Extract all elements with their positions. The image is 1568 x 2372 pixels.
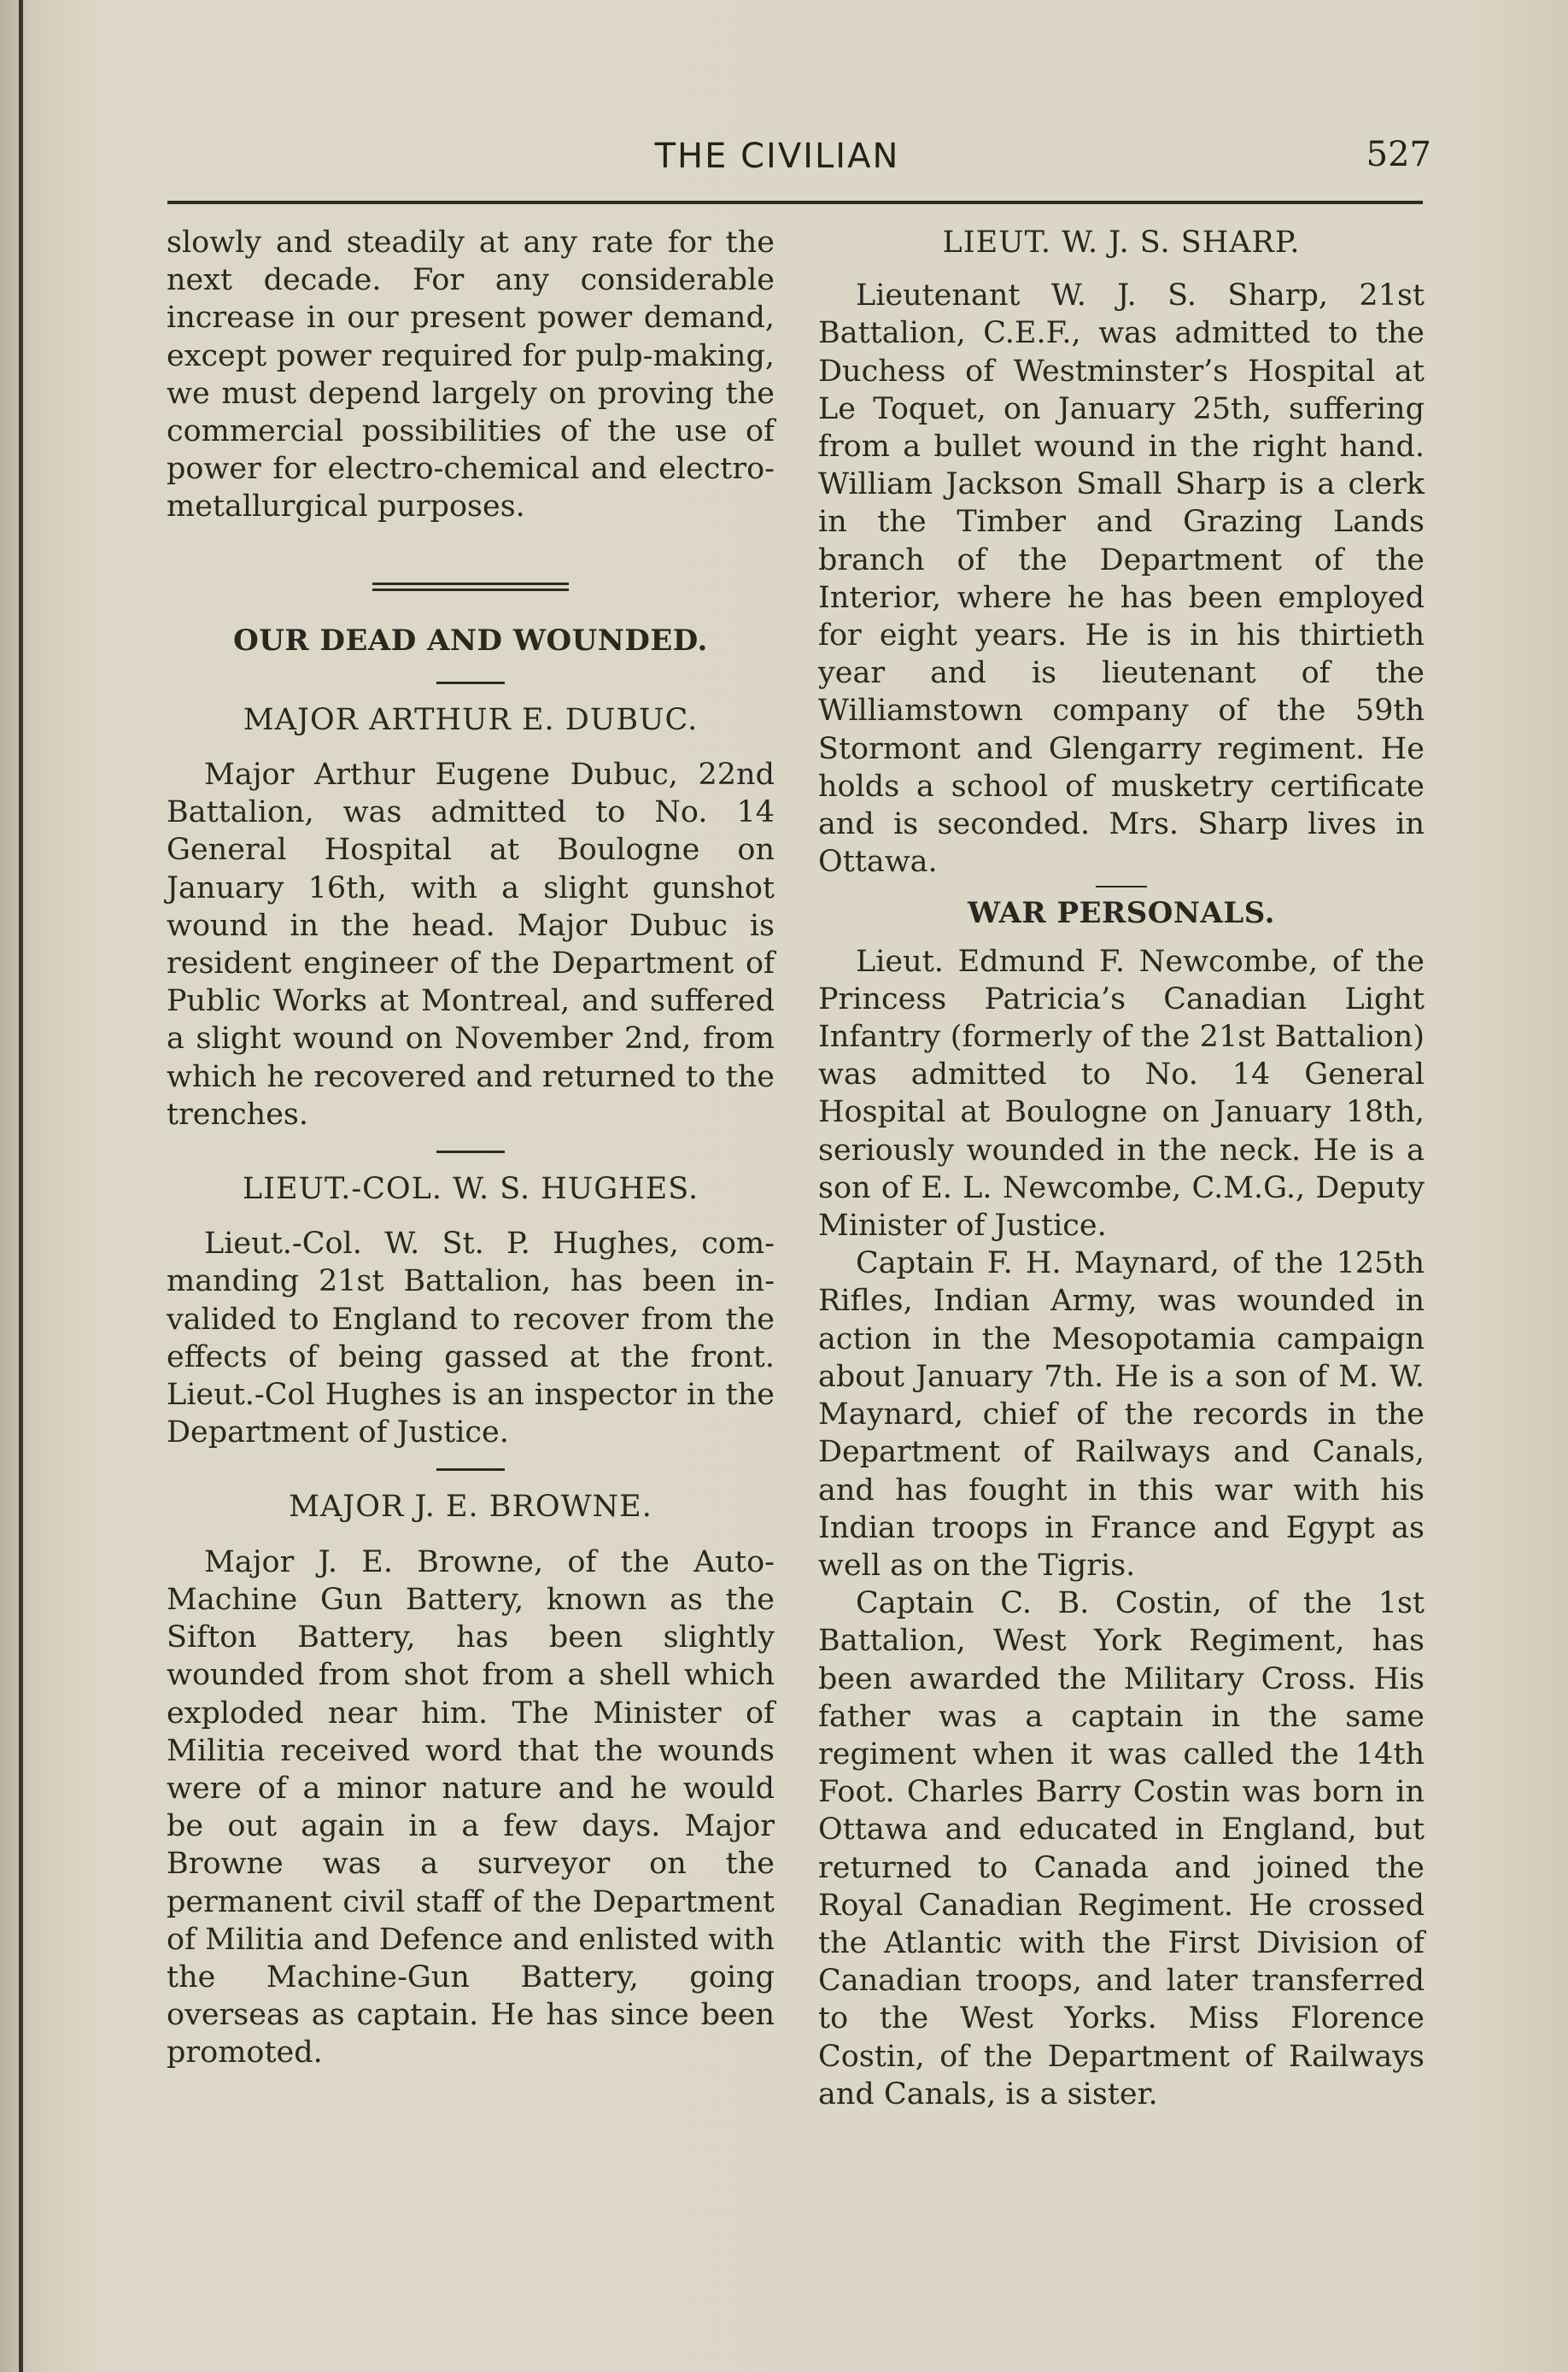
heading-browne: MAJOR J. E. BROWNE.: [289, 1490, 652, 1525]
right-column: [818, 224, 1425, 2113]
left-column: [167, 224, 775, 2072]
paragraph-maynard: Captain F. H. Maynard, of the 125th Rifles, Indian Army, was wounded in action in the Mesopotamia campaign about January 7th. He is a son of M. W. Maynard, chief of the records in the Department of Railways and Canals, and has fought in this war with his Indian troops in France and Egypt as well as on the Tigris.: [818, 1246, 1425, 1583]
heading-hughes: LIEUT.-COL. W. S. HUGHES.: [242, 1172, 699, 1207]
paragraph-sharp: Lieutenant W. J. S. Sharp, 21st Battalion, C.E.F., was admitted to the Duchess of Westminster’s Hospital at Le Toquet, on January 25th, suffering from a bullet wound in the right hand. William Jackson Small Sharp is a clerk in the Timber and Grazing Lands branch of the Department of the Interior, where he has been employed for eight years. He is in his thirtieth year and is lieutenant of the Williamstown company of the 59th Stormont and Glengarry regiment. He holds a school of musketry certificate and is seconded. Mrs. Sharp lives in Ottawa.: [818, 278, 1425, 880]
paragraph-hughes: Lieut.-Col. W. St. P. Hughes, commanding 21st Battalion, has been invalided to England to recover from the effects of being gassed at the front. Lieut.-Col Hughes is an inspector in the Department of Justice.: [167, 1227, 775, 1450]
paragraph-browne: Major J. E. Browne, of the Auto-Machine Gun Battery, known as the Sifton Battery, has been slightly wounded from shot from a shell which exploded near him. The Minister of Militia received word that the wounds were of a minor nature and he would be out again in a few days. Major Browne was a surveyor on the permanent civil staff of the Department of Militia and Defence and enlisted with the Machine-Gun Battery, going overseas as captain. He has since been promoted.: [167, 1544, 775, 2070]
section-heading-war-personals: WAR PERSONALS.: [968, 896, 1275, 931]
paragraph-newcombe: Lieut. Edmund F. Newcombe, of the Princess Patricia’s Canadian Light Infantry (formerly of the 21st Battalion) was admitted to No. 14 General Hospital at Boulogne on January 18th, seriously wounded in the neck. He is a son of E. L. Newcombe, C.M.G., Deputy Minister of Justice.: [818, 944, 1425, 1244]
heading-dubuc: MAJOR ARTHUR E. DUBUC.: [243, 702, 699, 737]
binding-edge: [19, 0, 23, 2372]
section-heading-dead-wounded: OUR DEAD AND WOUNDED.: [233, 623, 708, 658]
section-double-rule: [372, 583, 569, 591]
intro-paragraph: slowly and steadily at any rate for the next decade. For any considerable increase in our present power demand, except power required for pulp-making, we must depend largely on proving the commercial possibilities of the use of power for electro-chemical and electro-metallurgical purposes.: [167, 225, 775, 524]
page-number: 527: [1366, 135, 1431, 174]
heading-sharp: LIEUT. W. J. S. SHARP.: [942, 225, 1301, 260]
header-rule: [167, 201, 1423, 204]
paragraph-costin: Captain C. B. Costin, of the 1st Battalion, West York Regiment, has been awarded the Military Cross. His father was a captain in the same regiment when it was called the 14th Foot. Charles Barry Costin was born in Ottawa and educated in England, but returned to Canada and joined the Royal Canadian Regiment. He crossed the Atlantic with the First Division of Canadian troops, and later transferred to the West Yorks. Miss Florence Costin, of the Department of Railways and Canals, is a sister.: [818, 1586, 1425, 2111]
running-title: THE CIVILIAN: [654, 137, 900, 176]
paragraph-dubuc: Major Arthur Eugene Dubuc, 22nd Battalion, was admitted to No. 14 General Hospital at Boulogne on January 16th, with a slight gunshot wound in the head. Major Dubuc is resident engineer of the Department of Public Works at Montreal, and suffered a slight wound on November 2nd, from which he recovered and returned to the trenches.: [167, 758, 775, 1132]
